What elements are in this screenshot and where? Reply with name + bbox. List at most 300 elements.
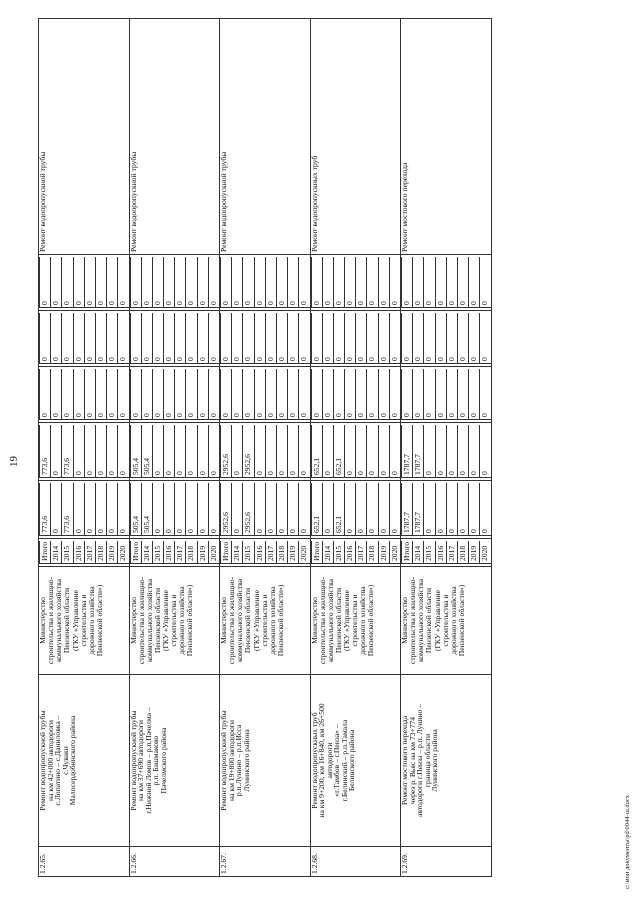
executor-line: Министерство — [309, 597, 319, 644]
year-cell: 2016 — [435, 541, 446, 564]
funding-cell: 0 — [232, 313, 243, 364]
measure-name-line: г.Нижний Ломов – р.п.Пачелма – — [143, 707, 153, 814]
funding-cell: 0 — [389, 369, 400, 420]
row-number: 1.2.66. — [129, 847, 220, 877]
funding-cell: 0 — [208, 425, 219, 478]
funding-cell: 0 — [254, 483, 265, 536]
funding-cell: 0 — [480, 369, 491, 420]
funding-cell: 0 — [73, 425, 84, 478]
funding-cell: 0 — [322, 425, 333, 478]
executor-line: Пензенской области — [333, 587, 343, 654]
executor-line: строительства и — [259, 594, 269, 647]
funding-cell: 0 — [197, 369, 208, 420]
executor-line: строительства и жилищно- — [408, 576, 418, 665]
table-row — [401, 19, 492, 877]
measure-name-line: Лунинского района — [430, 729, 440, 792]
funding-column — [401, 423, 492, 481]
executor — [39, 567, 130, 675]
funding-cell: 0 — [265, 313, 276, 364]
funding-cell: 0 — [356, 369, 367, 420]
funding-cell: 773,6 — [62, 483, 73, 536]
funding-cell: 0 — [345, 483, 356, 536]
funding-cell: 0 — [402, 257, 413, 308]
funding-cell: 0 — [311, 313, 322, 364]
year-cell: 2016 — [164, 541, 175, 564]
executor-line: коммунального хозяйства — [325, 579, 335, 663]
funding-cell: 0 — [356, 257, 367, 308]
funding-cell: 0 — [232, 369, 243, 420]
year-cell: 2015 — [424, 541, 435, 564]
funding-cell: 0 — [446, 483, 457, 536]
funding-cell: 0 — [446, 313, 457, 364]
funding-cell: 505,4 — [130, 483, 141, 536]
funding-cell: 0 — [345, 425, 356, 478]
funding-cell: 0 — [299, 369, 310, 420]
funding-column — [220, 367, 311, 423]
executor-line: Пензенской области») — [456, 584, 466, 657]
funding-cell: 0 — [367, 257, 378, 308]
funding-cell: 0 — [164, 369, 175, 420]
funding-cell: 0 — [141, 313, 152, 364]
expected-result: Ремонт мостового перехода — [401, 19, 492, 255]
executor-line: Пензенской области — [424, 587, 434, 654]
year-cell: Итого — [130, 541, 141, 564]
measure-name — [129, 675, 220, 847]
funding-cell: 773,6 — [62, 425, 73, 478]
funding-cell: 652,1 — [333, 483, 344, 536]
year-cell: 2015 — [333, 541, 344, 564]
funding-cell: 0 — [457, 483, 468, 536]
table-row — [310, 19, 401, 877]
funding-cell: 0 — [413, 313, 424, 364]
year-cell: 2018 — [95, 541, 106, 564]
funding-cell: 0 — [186, 425, 197, 478]
year-cell: 2020 — [299, 541, 310, 564]
year-cell: Итого — [311, 541, 322, 564]
measure-name — [310, 675, 401, 847]
funding-cell: 0 — [402, 369, 413, 420]
executor-line: Пензенской области») — [185, 584, 195, 657]
funding-column — [129, 423, 220, 481]
funding-cell: 0 — [152, 425, 163, 478]
funding-cell: 0 — [118, 425, 129, 478]
funding-cell: 0 — [276, 257, 287, 308]
funding-cell: 0 — [435, 369, 446, 420]
year-cell: 2015 — [62, 541, 73, 564]
funding-cell: 0 — [288, 483, 299, 536]
funding-cell: 0 — [389, 257, 400, 308]
executor-line: строительства и — [440, 594, 450, 647]
funding-cell: 0 — [152, 313, 163, 364]
measure-name-line: Ремонт водопропускной трубы — [128, 710, 138, 811]
funding-cell: 0 — [175, 257, 186, 308]
year-cell: 2014 — [232, 541, 243, 564]
measure-name-line: Ремонт мостового перехода — [400, 715, 409, 806]
funding-cell: 0 — [322, 369, 333, 420]
funding-cell: 0 — [40, 257, 51, 308]
funding-cell: 0 — [469, 257, 480, 308]
funding-cell: 0 — [130, 313, 141, 364]
executor-line: дорожного хозяйства — [448, 586, 458, 655]
funding-cell: 0 — [389, 425, 400, 478]
funding-cell: 0 — [345, 313, 356, 364]
measure-name — [401, 675, 492, 847]
executor-line: строительства и жилищно- — [46, 576, 56, 665]
funding-cell: 0 — [221, 257, 232, 308]
funding-cell: 0 — [378, 483, 389, 536]
funding-cell: 0 — [221, 369, 232, 420]
funding-cell: 0 — [435, 313, 446, 364]
funding-cell: 505,4 — [141, 483, 152, 536]
year-cell: 2017 — [84, 541, 95, 564]
measure-name-line: Лунинского района — [241, 729, 251, 792]
funding-cell: 0 — [175, 483, 186, 536]
year-cell: 2016 — [254, 541, 265, 564]
funding-cell: 0 — [356, 425, 367, 478]
year-cell: Итого — [402, 541, 413, 564]
table-row — [129, 19, 220, 877]
year-cell: 2019 — [469, 541, 480, 564]
executor-line: Министерство — [38, 597, 47, 644]
funding-column — [220, 423, 311, 481]
funding-cell: 1787,7 — [413, 483, 424, 536]
funding-cell: 0 — [164, 483, 175, 536]
funding-cell: 0 — [424, 483, 435, 536]
measure-name-line: на км 19+800 автодороги — [226, 720, 236, 801]
funding-cell: 0 — [254, 313, 265, 364]
measure-name-line: через р. Вьяс на км 73+774 — [407, 716, 417, 805]
funding-cell: 0 — [107, 313, 118, 364]
table-row — [39, 19, 130, 877]
funding-cell: 652,1 — [311, 425, 322, 478]
funding-cell: 0 — [175, 369, 186, 420]
funding-cell: 0 — [186, 483, 197, 536]
funding-cell: 0 — [276, 369, 287, 420]
funding-cell: 0 — [164, 425, 175, 478]
funding-cell: 0 — [333, 369, 344, 420]
funding-cell: 0 — [322, 313, 333, 364]
funding-cell: 0 — [413, 369, 424, 420]
funding-cell: 0 — [322, 257, 333, 308]
funding-cell: 0 — [265, 257, 276, 308]
year-cell: Итого — [221, 541, 232, 564]
executor-line: строительства и жилищно- — [136, 576, 146, 665]
funding-cell: 0 — [118, 257, 129, 308]
funding-cell: 0 — [62, 313, 73, 364]
measure-name-line: с.Лопатино – с.Даниловка – — [53, 715, 63, 806]
measure-name-line: «г.Тамбов – г.Пенза» – — [332, 724, 342, 797]
funding-cell: 0 — [197, 483, 208, 536]
funding-cell: 0 — [480, 483, 491, 536]
funding-cell: 0 — [130, 257, 141, 308]
executor-line: дорожного хозяйства — [86, 586, 96, 655]
year-cell: 2017 — [265, 541, 276, 564]
funding-cell: 0 — [73, 257, 84, 308]
program-table — [38, 18, 492, 877]
funding-cell: 0 — [73, 369, 84, 420]
funding-column — [401, 255, 492, 311]
funding-cell: 0 — [424, 369, 435, 420]
funding-cell: 2952,6 — [221, 425, 232, 478]
funding-column — [401, 367, 492, 423]
funding-cell: 0 — [118, 313, 129, 364]
funding-cell: 0 — [232, 483, 243, 536]
year-cell: 2014 — [322, 541, 333, 564]
measure-name-line: Малосердобинского района — [68, 715, 78, 806]
year-cell: 2016 — [73, 541, 84, 564]
funding-cell: 0 — [107, 257, 118, 308]
funding-cell: 1787,7 — [402, 425, 413, 478]
year-cell: 2020 — [208, 541, 219, 564]
executor-line: (ГКУ «Управление — [432, 590, 442, 651]
funding-cell: 0 — [435, 483, 446, 536]
executor-line: (ГКУ «Управление — [161, 590, 170, 651]
executor-line: дорожного хозяйства — [267, 586, 277, 655]
funding-cell: 0 — [73, 313, 84, 364]
year-cell: 2020 — [118, 541, 129, 564]
funding-cell: 0 — [311, 369, 322, 420]
year-cell: 2015 — [243, 541, 254, 564]
funding-cell: 0 — [208, 369, 219, 420]
funding-cell: 0 — [356, 313, 367, 364]
executor — [129, 567, 220, 675]
funding-cell: 0 — [480, 257, 491, 308]
funding-cell: 0 — [118, 483, 129, 536]
funding-cell: 0 — [95, 483, 106, 536]
funding-cell: 0 — [84, 369, 95, 420]
funding-cell: 0 — [299, 425, 310, 478]
funding-cell: 2952,6 — [221, 483, 232, 536]
row-number: 1.2.67. — [220, 847, 311, 877]
funding-cell: 0 — [152, 369, 163, 420]
funding-cell: 0 — [367, 369, 378, 420]
funding-cell: 0 — [311, 257, 322, 308]
year-column — [310, 539, 401, 567]
funding-cell: 0 — [208, 313, 219, 364]
funding-cell: 0 — [345, 369, 356, 420]
funding-cell: 0 — [197, 425, 208, 478]
footer-path: c:\мои документы\pd\0944-ш.docx — [624, 795, 631, 889]
funding-column — [310, 423, 401, 481]
funding-cell: 0 — [73, 483, 84, 536]
funding-cell: 505,4 — [130, 425, 141, 478]
funding-cell: 0 — [333, 313, 344, 364]
executor-line: коммунального хозяйства — [416, 579, 426, 663]
funding-column — [39, 311, 130, 367]
table-row — [220, 19, 311, 877]
funding-cell: 0 — [435, 425, 446, 478]
year-cell: 2017 — [175, 541, 186, 564]
funding-cell: 0 — [243, 313, 254, 364]
funding-cell: 0 — [84, 257, 95, 308]
year-column — [39, 539, 130, 567]
row-number: 1.2.65. — [39, 847, 130, 877]
funding-cell: 0 — [186, 369, 197, 420]
funding-cell: 0 — [276, 483, 287, 536]
funding-column — [310, 255, 401, 311]
funding-cell: 0 — [389, 483, 400, 536]
funding-cell: 0 — [152, 257, 163, 308]
funding-column — [129, 481, 220, 539]
funding-column — [220, 481, 311, 539]
executor-line: коммунального хозяйства — [235, 579, 245, 663]
funding-column — [401, 311, 492, 367]
funding-cell: 0 — [424, 257, 435, 308]
measure-name-line: Ремонт водопропускной трубы — [219, 710, 228, 811]
row-number: 1.2.69. — [401, 847, 492, 877]
executor-line: строительства и жилищно- — [227, 576, 237, 665]
year-column — [129, 539, 220, 567]
funding-cell: 0 — [446, 425, 457, 478]
funding-cell: 0 — [424, 313, 435, 364]
funding-cell: 0 — [95, 313, 106, 364]
funding-cell: 0 — [276, 313, 287, 364]
measure-name-line: автодороги г.Пенза – р.п. Лунино – — [415, 704, 425, 817]
executor-line: строительства и — [78, 594, 88, 647]
funding-column — [310, 367, 401, 423]
year-cell: 2018 — [457, 541, 468, 564]
executor-line: Министерство — [219, 597, 228, 644]
funding-cell: 0 — [299, 257, 310, 308]
executor-line: дорожного хозяйства — [177, 586, 187, 655]
measure-name-line: граница области — [422, 733, 432, 788]
measure-name-line: автодороги — [324, 742, 334, 779]
funding-cell: 0 — [413, 257, 424, 308]
funding-cell: 0 — [378, 257, 389, 308]
funding-cell: 0 — [243, 257, 254, 308]
funding-cell: 0 — [232, 257, 243, 308]
year-cell: 2015 — [152, 541, 163, 564]
executor-line: (ГКУ «Управление — [251, 590, 261, 651]
funding-column — [220, 255, 311, 311]
funding-cell: 0 — [469, 425, 480, 478]
expected-result: Ремонт водопропускной трубы — [129, 19, 220, 255]
expected-result: Ремонт водопропускных труб — [310, 19, 401, 255]
executor-line: Пензенской области») — [94, 584, 104, 657]
funding-cell: 0 — [276, 425, 287, 478]
funding-column — [39, 255, 130, 311]
executor-line: коммунального хозяйства — [144, 579, 154, 663]
funding-cell: 0 — [424, 425, 435, 478]
funding-cell: 0 — [152, 483, 163, 536]
funding-cell: 0 — [141, 257, 152, 308]
funding-cell: 0 — [333, 257, 344, 308]
funding-cell: 0 — [265, 483, 276, 536]
funding-column — [39, 367, 130, 423]
funding-cell: 0 — [164, 313, 175, 364]
executor — [220, 567, 311, 675]
funding-cell: 0 — [186, 313, 197, 364]
funding-cell: 0 — [367, 483, 378, 536]
executor-line: Министерство — [128, 597, 138, 644]
funding-cell: 0 — [164, 257, 175, 308]
funding-cell: 0 — [288, 425, 299, 478]
funding-cell: 0 — [469, 369, 480, 420]
funding-cell: 0 — [51, 313, 62, 364]
funding-cell: 0 — [402, 313, 413, 364]
funding-cell: 0 — [107, 369, 118, 420]
funding-cell: 0 — [62, 369, 73, 420]
funding-cell: 0 — [435, 257, 446, 308]
executor-line: коммунального хозяйства — [54, 579, 64, 663]
funding-cell: 0 — [457, 369, 468, 420]
funding-cell: 0 — [221, 313, 232, 364]
funding-cell: 0 — [62, 257, 73, 308]
funding-column — [129, 367, 220, 423]
funding-cell: 0 — [288, 257, 299, 308]
funding-cell: 0 — [84, 313, 95, 364]
funding-cell: 0 — [254, 369, 265, 420]
year-cell: 2018 — [276, 541, 287, 564]
funding-cell: 0 — [208, 483, 219, 536]
measure-name — [39, 675, 130, 847]
year-cell: 2019 — [107, 541, 118, 564]
funding-cell: 0 — [367, 425, 378, 478]
funding-column — [129, 255, 220, 311]
funding-cell: 0 — [480, 313, 491, 364]
funding-column — [310, 311, 401, 367]
funding-cell: 773,6 — [40, 483, 51, 536]
year-cell: 2019 — [197, 541, 208, 564]
funding-cell: 773,6 — [40, 425, 51, 478]
year-cell: Итого — [40, 541, 51, 564]
funding-cell: 0 — [356, 483, 367, 536]
funding-column — [401, 481, 492, 539]
funding-cell: 0 — [130, 369, 141, 420]
funding-column — [220, 311, 311, 367]
measure-name-line: на км 37+690 автодороги — [136, 720, 146, 801]
year-cell: 2014 — [413, 541, 424, 564]
funding-cell: 0 — [345, 257, 356, 308]
executor-line: Пензенской области — [152, 587, 162, 654]
measure-name-line: р.п. Башмаково — [151, 735, 161, 786]
executor-line: Пензенской области — [62, 587, 72, 654]
year-column — [401, 539, 492, 567]
executor-line: строительства и — [350, 594, 360, 647]
measure-name-line: на км 42+000 автодороги — [45, 720, 55, 801]
funding-cell: 0 — [457, 313, 468, 364]
executor-line: Пензенской области») — [366, 584, 376, 657]
year-cell: 2020 — [389, 541, 400, 564]
funding-cell: 0 — [107, 483, 118, 536]
funding-cell: 0 — [389, 313, 400, 364]
funding-cell: 0 — [446, 257, 457, 308]
executor-line: строительства и — [169, 594, 179, 647]
funding-cell: 0 — [84, 483, 95, 536]
measure-name-line: р.п.Лунино – р.п.Исса — [234, 724, 244, 797]
funding-cell: 0 — [243, 369, 254, 420]
funding-cell: 0 — [254, 425, 265, 478]
executor-line: Пензенской области») — [275, 584, 285, 657]
row-number: 1.2.68. — [310, 847, 401, 877]
funding-cell: 0 — [141, 369, 152, 420]
measure-name-line: Белинского района — [347, 729, 357, 792]
funding-cell: 0 — [232, 425, 243, 478]
table-body — [39, 19, 492, 877]
funding-column — [310, 481, 401, 539]
year-cell: 2018 — [186, 541, 197, 564]
year-column — [220, 539, 311, 567]
executor-line: (ГКУ «Управление — [70, 590, 80, 651]
funding-cell: 0 — [446, 369, 457, 420]
funding-cell: 0 — [40, 369, 51, 420]
measure-name-line: с.Чуваки — [60, 746, 70, 775]
funding-cell: 0 — [95, 257, 106, 308]
executor — [401, 567, 492, 675]
funding-cell: 0 — [118, 369, 129, 420]
funding-cell: 0 — [457, 257, 468, 308]
year-cell: 2014 — [141, 541, 152, 564]
